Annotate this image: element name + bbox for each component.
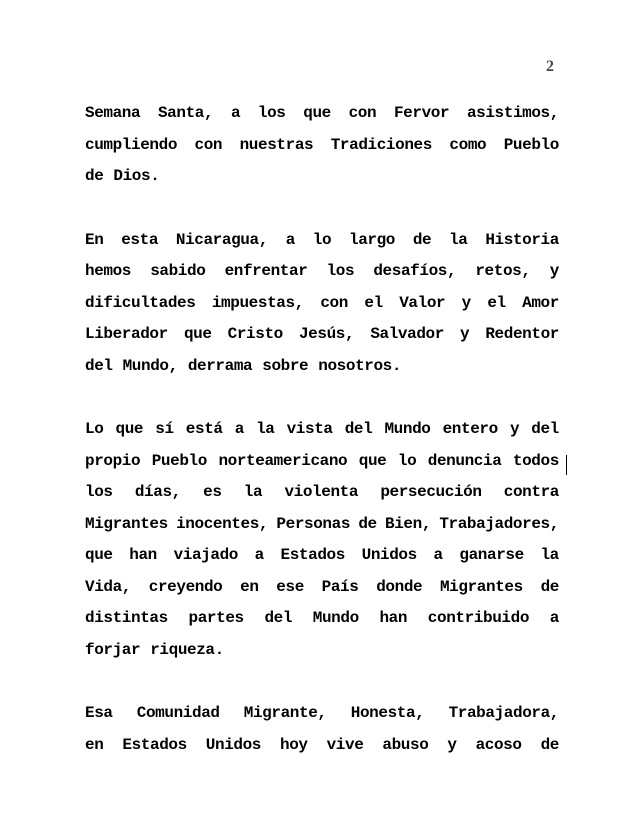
word: los (326, 262, 355, 280)
text-line (85, 477, 559, 509)
word: Estados (280, 546, 345, 564)
word: con (194, 135, 223, 154)
word: de (412, 230, 432, 249)
word: vive (326, 735, 364, 754)
word: en (240, 577, 259, 596)
paragraph (85, 225, 559, 383)
text-line (85, 225, 559, 257)
paragraph (85, 698, 559, 761)
word: lo (397, 451, 417, 470)
word: entero (442, 420, 498, 438)
word: del (264, 609, 293, 627)
word: retos, (475, 262, 531, 280)
word: la (449, 230, 468, 249)
word: creyendo (148, 577, 223, 596)
text-line (85, 161, 559, 193)
word: Vida, (85, 577, 132, 596)
word: los (85, 483, 113, 501)
word: que (115, 420, 144, 438)
word: la (540, 546, 559, 564)
word: norteamericano (218, 451, 348, 470)
word: contra (503, 483, 559, 501)
word: violenta (284, 483, 359, 501)
word: la (243, 483, 263, 501)
word: Pueblo (503, 135, 559, 154)
text-line (85, 414, 559, 446)
word: Tradiciones (330, 135, 432, 154)
word: hemos (85, 262, 132, 280)
word: Jesús, (298, 325, 355, 343)
word: propio (85, 451, 141, 470)
word: Amor (522, 293, 559, 312)
word: Trabajadora, (448, 704, 559, 722)
word: la (256, 420, 275, 438)
word: que (358, 451, 387, 470)
word: impuestas, (211, 293, 304, 312)
word: vista (286, 420, 333, 438)
text-line (85, 319, 559, 351)
paragraph (85, 98, 559, 193)
word: que (303, 104, 331, 122)
word: Unidos (205, 735, 262, 754)
word: Esa (85, 704, 113, 722)
text-line (85, 603, 559, 635)
word: a (230, 104, 241, 122)
page-number: 2 (546, 58, 554, 75)
word: Salvador (370, 325, 444, 343)
word: lo (312, 230, 332, 249)
word: nuestras (239, 135, 314, 154)
word: Dios. (113, 167, 160, 185)
word: con (348, 104, 377, 122)
text-line (85, 98, 559, 130)
word: riqueza. (150, 640, 224, 659)
word: el (487, 293, 506, 312)
word: han (379, 609, 408, 627)
document-body (85, 98, 559, 793)
word: esta (121, 230, 159, 249)
word: del (85, 356, 113, 375)
word: Unidos (361, 546, 417, 564)
word: Personas (276, 514, 351, 533)
word: y (461, 293, 471, 312)
word: abuso (382, 735, 429, 754)
word: Trabajadores, (439, 514, 559, 533)
word: a (285, 230, 295, 249)
word: de (540, 577, 559, 596)
word: dificultades (85, 293, 196, 312)
word: Estados (122, 735, 187, 754)
word: sobre (262, 356, 309, 375)
word: viajado (173, 546, 238, 564)
word: y (549, 262, 559, 280)
word: el (364, 293, 383, 312)
word: persecución (380, 483, 482, 501)
word: de (358, 514, 377, 533)
text-line (85, 130, 559, 162)
word: ese (276, 577, 304, 596)
word: Migrante, (243, 704, 327, 722)
word: derrama (187, 356, 253, 375)
word: como (449, 135, 487, 154)
word: Cristo (227, 325, 283, 343)
word: Mundo, (122, 356, 178, 375)
word: de (540, 735, 559, 754)
text-line (85, 446, 559, 478)
word: y (447, 735, 457, 754)
word: es (203, 483, 222, 501)
word: Mundo (312, 609, 359, 627)
word: todos (512, 451, 559, 470)
word: a (234, 420, 244, 438)
word: Lo (85, 420, 104, 438)
word: a (549, 609, 559, 627)
word: en (85, 735, 104, 754)
word: a (433, 546, 443, 564)
word: distintas (85, 609, 168, 627)
word: que (183, 325, 212, 343)
word: desafíos, (373, 262, 457, 280)
text-line (85, 256, 559, 288)
word: sabido (150, 262, 206, 280)
word: Semana (85, 104, 141, 122)
word: Redentor (485, 325, 559, 343)
word: Nicaragua, (175, 230, 268, 249)
text-line (85, 540, 559, 572)
paragraph (85, 414, 559, 666)
text-cursor (566, 455, 567, 475)
word: Migrantes (439, 577, 523, 596)
word: de (85, 167, 104, 185)
word: contribuido (427, 609, 530, 627)
word: ganarse (459, 546, 524, 564)
word: nosotros. (318, 356, 402, 375)
word: denuncia (427, 451, 502, 470)
word: inocentes, (176, 514, 269, 533)
word: con (320, 293, 348, 312)
word: han (129, 546, 157, 564)
text-line (85, 698, 559, 730)
word: días, (134, 483, 181, 501)
word: enfrentar (224, 262, 308, 280)
word: acoso (475, 735, 522, 754)
word: Migrantes (85, 514, 168, 533)
word: Bien, (385, 514, 432, 533)
word: Liberador (85, 325, 168, 343)
text-line (85, 730, 559, 762)
word: Fervor (393, 104, 450, 122)
text-line (85, 288, 559, 320)
word: Honesta, (350, 704, 425, 722)
word: sí (155, 420, 174, 438)
word: a (254, 546, 264, 564)
word: País (321, 577, 359, 596)
word: largo (349, 230, 396, 249)
word: Santa, (157, 104, 214, 122)
word: Valor (399, 293, 446, 312)
word: hoy (280, 735, 308, 754)
text-line (85, 509, 559, 541)
word: y (460, 325, 470, 343)
word: del (531, 420, 559, 438)
word: que (85, 546, 113, 564)
text-line (85, 635, 559, 667)
word: asistimos, (466, 104, 559, 122)
word: Pueblo (151, 451, 207, 470)
word: Historia (485, 230, 559, 249)
word: está (185, 420, 223, 438)
word: Comunidad (136, 704, 220, 722)
word: En (85, 230, 104, 249)
text-line (85, 572, 559, 604)
word: Mundo (384, 420, 431, 438)
word: partes (188, 609, 244, 627)
word: cumpliendo (85, 135, 178, 154)
word: del (344, 420, 373, 438)
word: forjar (85, 640, 141, 659)
word: donde (376, 577, 423, 596)
word: los (257, 104, 286, 122)
word: y (509, 420, 520, 438)
text-line (85, 351, 559, 383)
